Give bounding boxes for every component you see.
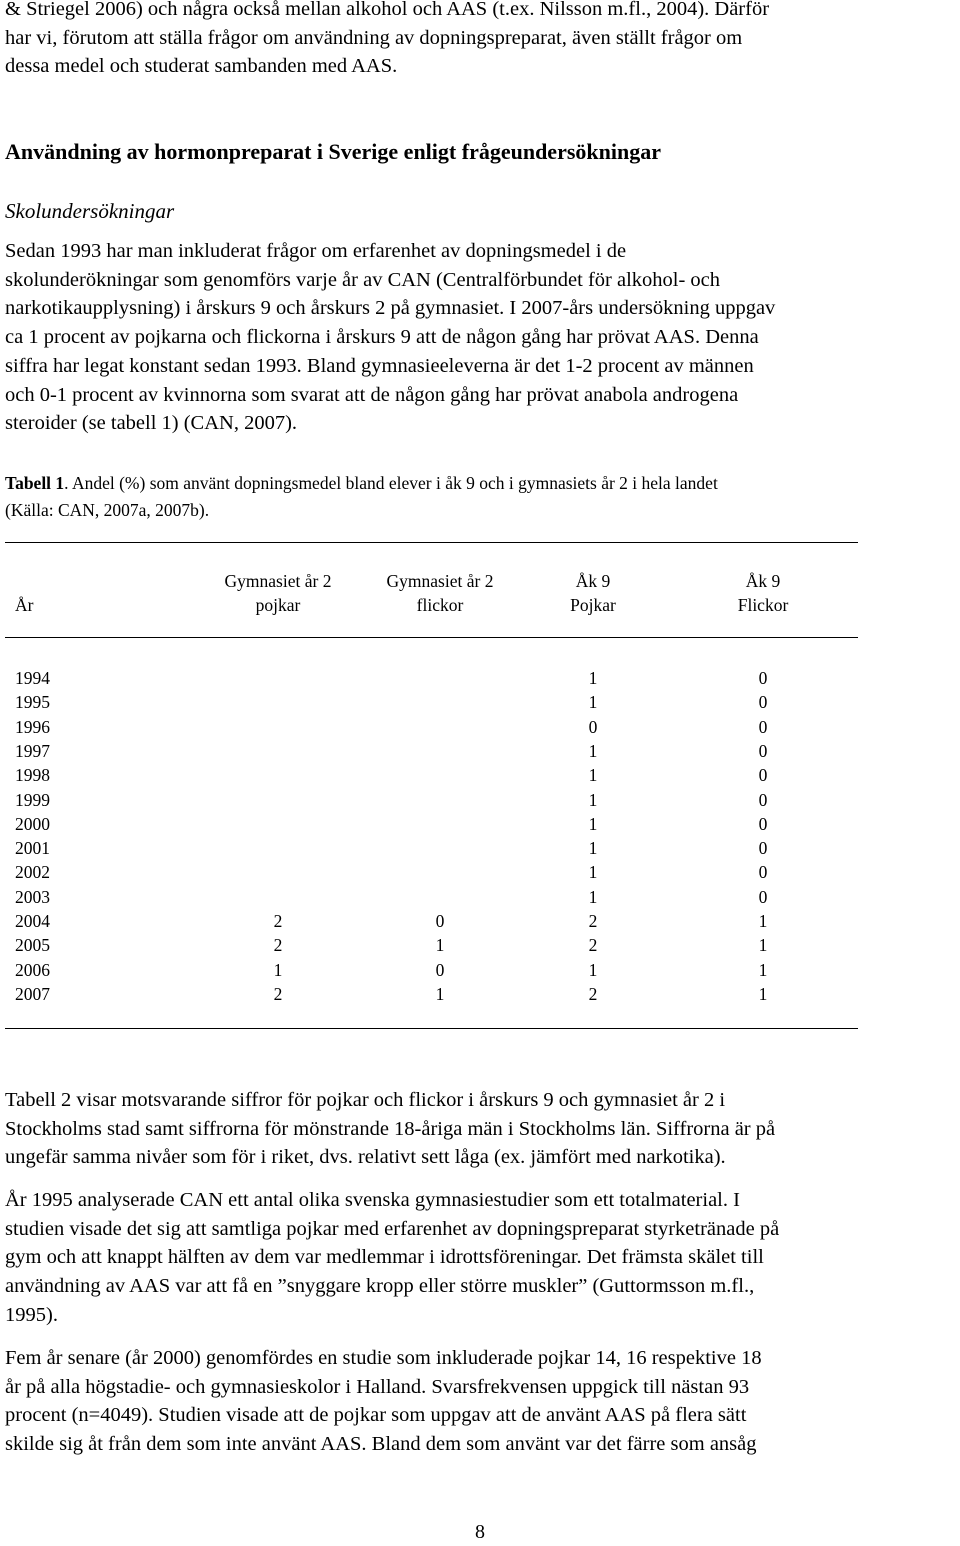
body-paragraph-1 [5, 237, 775, 438]
cell-year: 2007 [15, 983, 50, 1004]
cell-ak9-girls: 0 [758, 862, 768, 883]
cell-year: 2006 [15, 959, 50, 980]
paragraph-line: narkotikaupplysning) i årskurs 9 och årskurs 2 på gymnasiet. I 2007-års undersökning uppgav [5, 297, 776, 320]
cell-year: 1996 [15, 716, 50, 737]
cell-ak9-boys: 1 [588, 789, 598, 810]
cell-ak9-girls: 0 [758, 692, 768, 713]
body-paragraph-2 [5, 1086, 775, 1172]
cell-year: 2004 [15, 911, 50, 931]
cell-ak9-boys: 2 [588, 911, 598, 931]
cell-gym-boys: 1 [273, 959, 283, 980]
table-bottom-rule [5, 1028, 858, 1029]
cell-gym-boys: 2 [273, 935, 283, 956]
header-gym-boys: Gymnasiet år 2 pojkar [224, 571, 332, 616]
table-caption-label: Tabell 1 [5, 473, 65, 493]
paragraph-line: studien visade det sig att samtliga pojkar med erfarenhet av dopningspreparat styrketränade på [5, 1217, 780, 1240]
cell-ak9-boys: 2 [588, 983, 598, 1004]
paragraph-line: 1995). [5, 1303, 58, 1326]
cell-ak9-boys: 1 [588, 959, 598, 980]
body-paragraph-4 [5, 1344, 762, 1459]
paragraph-line: År 1995 analyserade CAN ett antal olika svenska gymnasiestudier som ett totalmaterial. I [5, 1189, 740, 1211]
header-ak9-boys: Åk 9 Pojkar [570, 571, 616, 616]
cell-ak9-boys: 1 [588, 692, 598, 713]
cell-gym-girls: 1 [435, 983, 445, 1004]
cell-ak9-girls: 0 [758, 740, 768, 761]
cell-ak9-girls: 1 [758, 935, 768, 956]
cell-gym-girls: 0 [435, 959, 445, 980]
cell-year: 2000 [15, 813, 50, 834]
table-caption-text: . Andel (%) som använt dopningsmedel bland elever i åk 9 och i gymnasiets år 2 i hela landet [64, 473, 718, 493]
cell-gym-girls: 1 [435, 935, 445, 956]
paragraph-line: gym och att knappt hälften av dem var medlemmar i idrottsföreningar. Det främsta skälet till [5, 1246, 764, 1269]
cell-ak9-boys: 1 [588, 838, 598, 859]
cell-ak9-girls: 1 [758, 911, 768, 931]
cell-ak9-boys: 1 [588, 862, 598, 883]
cell-ak9-girls: 0 [758, 789, 768, 810]
cell-ak9-girls: 0 [758, 716, 768, 737]
paragraph-line: skilde sig åt från dem som inte använt AAS. Bland dem som använt var det färre som ansåg [5, 1433, 757, 1456]
cell-ak9-girls: 0 [758, 886, 768, 907]
paragraph-line: Stockholms stad samt siffrorna för mönstrande 18-åriga män i Stockholms län. Siffrorna är på [5, 1117, 776, 1140]
header-gym-girls: Gymnasiet år 2 flickor [386, 571, 494, 616]
paragraph-line: Sedan 1993 har man inkluderat frågor om erfarenhet av dopningsmedel i de [5, 240, 627, 262]
cell-gym-girls: 0 [435, 911, 445, 931]
intro-line: dessa medel och studerat sambanden med AAS. [5, 55, 398, 78]
cell-ak9-girls: 1 [758, 959, 768, 980]
paragraph-line: skolunderökningar som genomförs varje år av CAN (Centralförbundet för alkohol- och [5, 268, 721, 291]
intro-paragraph [5, 0, 769, 81]
table-caption [5, 470, 718, 524]
intro-line: & Striegel 2006) och några också mellan alkohol och AAS (t.ex. Nilsson m.fl., 2004). Därför [5, 0, 770, 20]
paragraph-line: steroider (se tabell 1) (CAN, 2007). [5, 412, 298, 435]
table-caption-source: (Källa: CAN, 2007a, 2007b). [5, 500, 210, 520]
cell-ak9-boys: 1 [588, 886, 598, 907]
cell-ak9-boys: 1 [588, 668, 598, 688]
cell-year: 1994 [15, 668, 50, 688]
cell-ak9-boys: 1 [588, 740, 598, 761]
cell-ak9-boys: 1 [588, 765, 598, 786]
cell-ak9-girls: 0 [758, 838, 768, 859]
paragraph-line: Fem år senare (år 2000) genomfördes en studie som inkluderade pojkar 14, 16 respektive 18 [5, 1347, 762, 1369]
cell-year: 2003 [15, 886, 50, 907]
body-paragraph-3 [5, 1186, 779, 1330]
intro-line: har vi, förutom att ställa frågor om användning av dopningspreparat, även ställt frågor om [5, 26, 743, 49]
table-top-rule [5, 542, 858, 543]
paragraph-line: Tabell 2 visar motsvarande siffror för pojkar och flickor i årskurs 9 och gymnasiet år 2 i [5, 1089, 726, 1111]
cell-year: 1995 [15, 692, 50, 713]
cell-gym-boys: 2 [273, 911, 283, 931]
cell-year: 1997 [15, 740, 50, 761]
paragraph-line: användning av AAS var att få en ”snyggare kropp eller större muskler” (Guttormsson m.fl., [5, 1275, 755, 1298]
cell-ak9-girls: 0 [758, 813, 768, 834]
paragraph-line: ca 1 procent av pojkarna och flickorna i årskurs 9 att de någon gång har prövat AAS. Denna [5, 326, 759, 349]
header-ak9-girls: Åk 9 Flickor [737, 571, 789, 616]
cell-ak9-boys: 1 [588, 813, 598, 834]
cell-year: 1998 [15, 765, 50, 786]
paragraph-line: år på alla högstadie- och gymnasieskolor i Halland. Svarsfrekvensen uppgick till nästan 93 [5, 1375, 750, 1398]
page-number: 8 [475, 1521, 485, 1543]
section-heading: Användning av hormonpreparat i Sverige enligt frågeundersökningar [5, 139, 661, 164]
cell-ak9-girls: 1 [758, 983, 768, 1004]
cell-ak9-boys: 2 [588, 935, 598, 956]
header-year: År [15, 595, 34, 615]
subheading: Skolundersökningar [5, 199, 175, 223]
paragraph-line: ungefär samma nivåer som för i riket, dvs. relativt sett låga (ex. jämfört med narkotika). [5, 1146, 726, 1169]
cell-ak9-girls: 0 [758, 668, 768, 688]
cell-year: 2005 [15, 935, 50, 956]
cell-year: 2001 [15, 838, 50, 859]
table-header-rule [5, 637, 858, 638]
cell-year: 2002 [15, 862, 50, 883]
cell-ak9-girls: 0 [758, 765, 768, 786]
cell-gym-boys: 2 [273, 983, 283, 1004]
paragraph-line: procent (n=4049). Studien visade att de pojkar som uppgav att de använt AAS på flera sätt [5, 1404, 747, 1427]
paragraph-line: siffra har legat konstant sedan 1993. Bland gymnasieeleverna är det 1-2 procent av männen [5, 354, 754, 377]
paragraph-line: och 0-1 procent av kvinnorna som svarat att de någon gång har prövat anabola androgena [5, 383, 739, 406]
cell-ak9-boys: 0 [588, 716, 598, 737]
cell-year: 1999 [15, 789, 50, 810]
